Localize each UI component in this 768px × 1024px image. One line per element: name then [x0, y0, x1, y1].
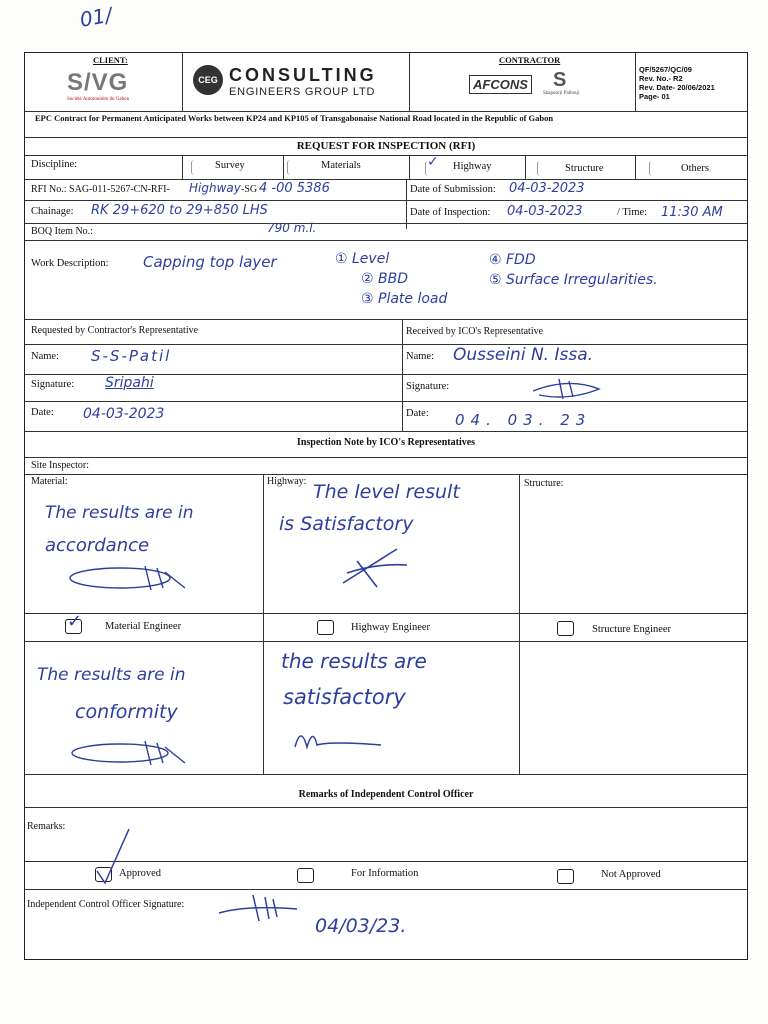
work-item4: ④ FDD	[489, 252, 536, 268]
discipline-survey: Survey	[215, 160, 245, 171]
material-eng-note-2: conformity	[75, 701, 178, 723]
material-eng-note-1: The results are in	[37, 665, 186, 685]
contractor-signature-label: Signature:	[31, 379, 75, 390]
discipline-materials: Materials	[321, 160, 361, 171]
material-note-2: accordance	[45, 535, 150, 556]
boq-label: BOQ Item No.:	[31, 226, 93, 237]
client-logo: S/VG Société Autoroutière du Gabon	[67, 69, 130, 102]
ico-signature-field-label: Independent Control Officer Signature:	[27, 899, 185, 910]
discipline-survey-checkbox[interactable]	[191, 160, 208, 175]
work-item1: ① Level	[335, 251, 390, 267]
material-engineer-label: Material Engineer	[105, 621, 182, 632]
ico-date-value: 04. 03. 23	[455, 411, 592, 429]
highway-note-1: The level result	[313, 481, 460, 503]
work-line1: Capping top layer	[143, 253, 277, 271]
not-approved-checkbox[interactable]	[557, 869, 574, 884]
contractor-date-label: Date:	[31, 407, 54, 418]
submission-label: Date of Submission:	[410, 184, 496, 195]
rfi-no-mid: -SG	[241, 184, 258, 195]
consultant-logo-icon: CEG	[193, 65, 223, 95]
inspection-note-title: Inspection Note by ICO's Representatives	[296, 437, 476, 448]
inspection-date-label: Date of Inspection:	[410, 207, 491, 218]
ico-signature-icon	[529, 375, 609, 401]
highway-label: Highway:	[267, 476, 307, 487]
structure-label: Structure:	[524, 478, 564, 489]
discipline-others-checkbox[interactable]	[649, 161, 666, 176]
structure-engineer-checkbox[interactable]	[557, 621, 574, 636]
discipline-materials-checkbox[interactable]	[287, 160, 304, 175]
ico-name-label: Name:	[406, 351, 434, 362]
highway-eng-signature-icon	[291, 723, 391, 753]
discipline-structure: Structure	[565, 163, 604, 174]
highway-engineer-label: Highway Engineer	[351, 622, 431, 633]
chainage-value: RK 29+620 to 29+850 LHS	[91, 203, 268, 218]
for-information-label: For Information	[351, 868, 419, 879]
contractor-date-value: 04-03-2023	[83, 406, 165, 422]
ico-date-label: Date:	[406, 408, 429, 419]
ico-officer-signature-date: 04/03/23.	[315, 915, 407, 937]
rfi-form	[24, 52, 748, 960]
work-item5: ⑤ Surface Irregularities.	[489, 272, 658, 288]
ico-officer-signature-icon	[217, 891, 317, 927]
work-item2: ② BBD	[361, 271, 408, 287]
client-label: CLIENT:	[93, 55, 128, 65]
ico-name-value: Ousseini N. Issa.	[453, 345, 594, 365]
contractor-name-value: S-S-Patil	[91, 347, 172, 365]
contract-title: EPC Contract for Permanent Anticipated Works between KP24 and KP105 of Transgabonaise National Road located in the Republic of Gabon	[35, 113, 554, 123]
ico-rep-header: Received by ICO's Representative	[406, 326, 544, 337]
approved-label: Approved	[119, 868, 161, 879]
highway-signature-icon	[337, 543, 417, 593]
boq-value: 790 m.l.	[267, 221, 317, 235]
work-description-label: Work Description:	[31, 258, 109, 269]
discipline-label: Discipline:	[31, 159, 78, 170]
material-signature-icon	[65, 558, 205, 598]
rfi-no-hand: Highway	[189, 181, 241, 195]
chainage-label: Chainage:	[31, 206, 74, 217]
contractor-label: CONTRACTOR	[499, 55, 561, 65]
rfi-no-hand2: 4 -00 5386	[259, 181, 330, 196]
highway-check-icon: ✓	[427, 154, 439, 170]
rfi-no-label: RFI No.: SAG-011-5267-CN-RFI-	[31, 184, 170, 195]
shapoorji-logo: Shapoorji Pallonji	[543, 91, 580, 96]
highway-note-2: is Satisfactory	[279, 513, 414, 535]
shapoorji-mark-icon: S	[553, 69, 567, 91]
doc-meta: QF/5267/QC/09 Rev. No.- R2 Rev. Date- 20/06/2021 Page- 01	[639, 65, 715, 101]
time-value: 11:30 AM	[661, 205, 723, 220]
material-note-1: The results are in	[45, 503, 194, 523]
consultant-name: CONSULTING ENGINEERS GROUP LTD	[229, 65, 377, 98]
highway-eng-note-2: satisfactory	[283, 685, 406, 709]
material-engineer-check-icon: ✓	[67, 611, 83, 632]
highway-engineer-checkbox[interactable]	[317, 620, 334, 635]
contractor-name-label: Name:	[31, 351, 59, 362]
submission-value: 04-03-2023	[509, 181, 585, 196]
discipline-structure-checkbox[interactable]	[537, 161, 554, 176]
not-approved-label: Not Approved	[601, 869, 661, 880]
contractor-rep-header: Requested by Contractor's Representative	[31, 325, 199, 336]
contractor-signature: Sripahi	[105, 375, 154, 391]
form-title: REQUEST FOR INSPECTION (RFI)	[296, 140, 476, 152]
discipline-highway: Highway	[453, 161, 492, 172]
top-handwritten-mark: 01/	[77, 2, 114, 32]
highway-eng-note-1: the results are	[281, 649, 427, 673]
inspection-date-value: 04-03-2023	[507, 204, 583, 219]
site-inspector-label: Site Inspector:	[31, 460, 90, 471]
time-label: / Time:	[617, 207, 648, 218]
ico-signature-label: Signature:	[406, 381, 450, 392]
structure-engineer-label: Structure Engineer	[592, 624, 672, 635]
afcons-logo: AFCONS	[469, 75, 532, 94]
remarks-title: Remarks of Independent Control Officer	[298, 789, 474, 800]
for-information-checkbox[interactable]	[297, 868, 314, 883]
work-item3: ③ Plate load	[361, 291, 448, 307]
material-label: Material:	[31, 476, 68, 487]
discipline-others: Others	[681, 163, 709, 174]
remarks-label: Remarks:	[27, 821, 66, 832]
material-eng-signature-icon	[65, 733, 205, 773]
